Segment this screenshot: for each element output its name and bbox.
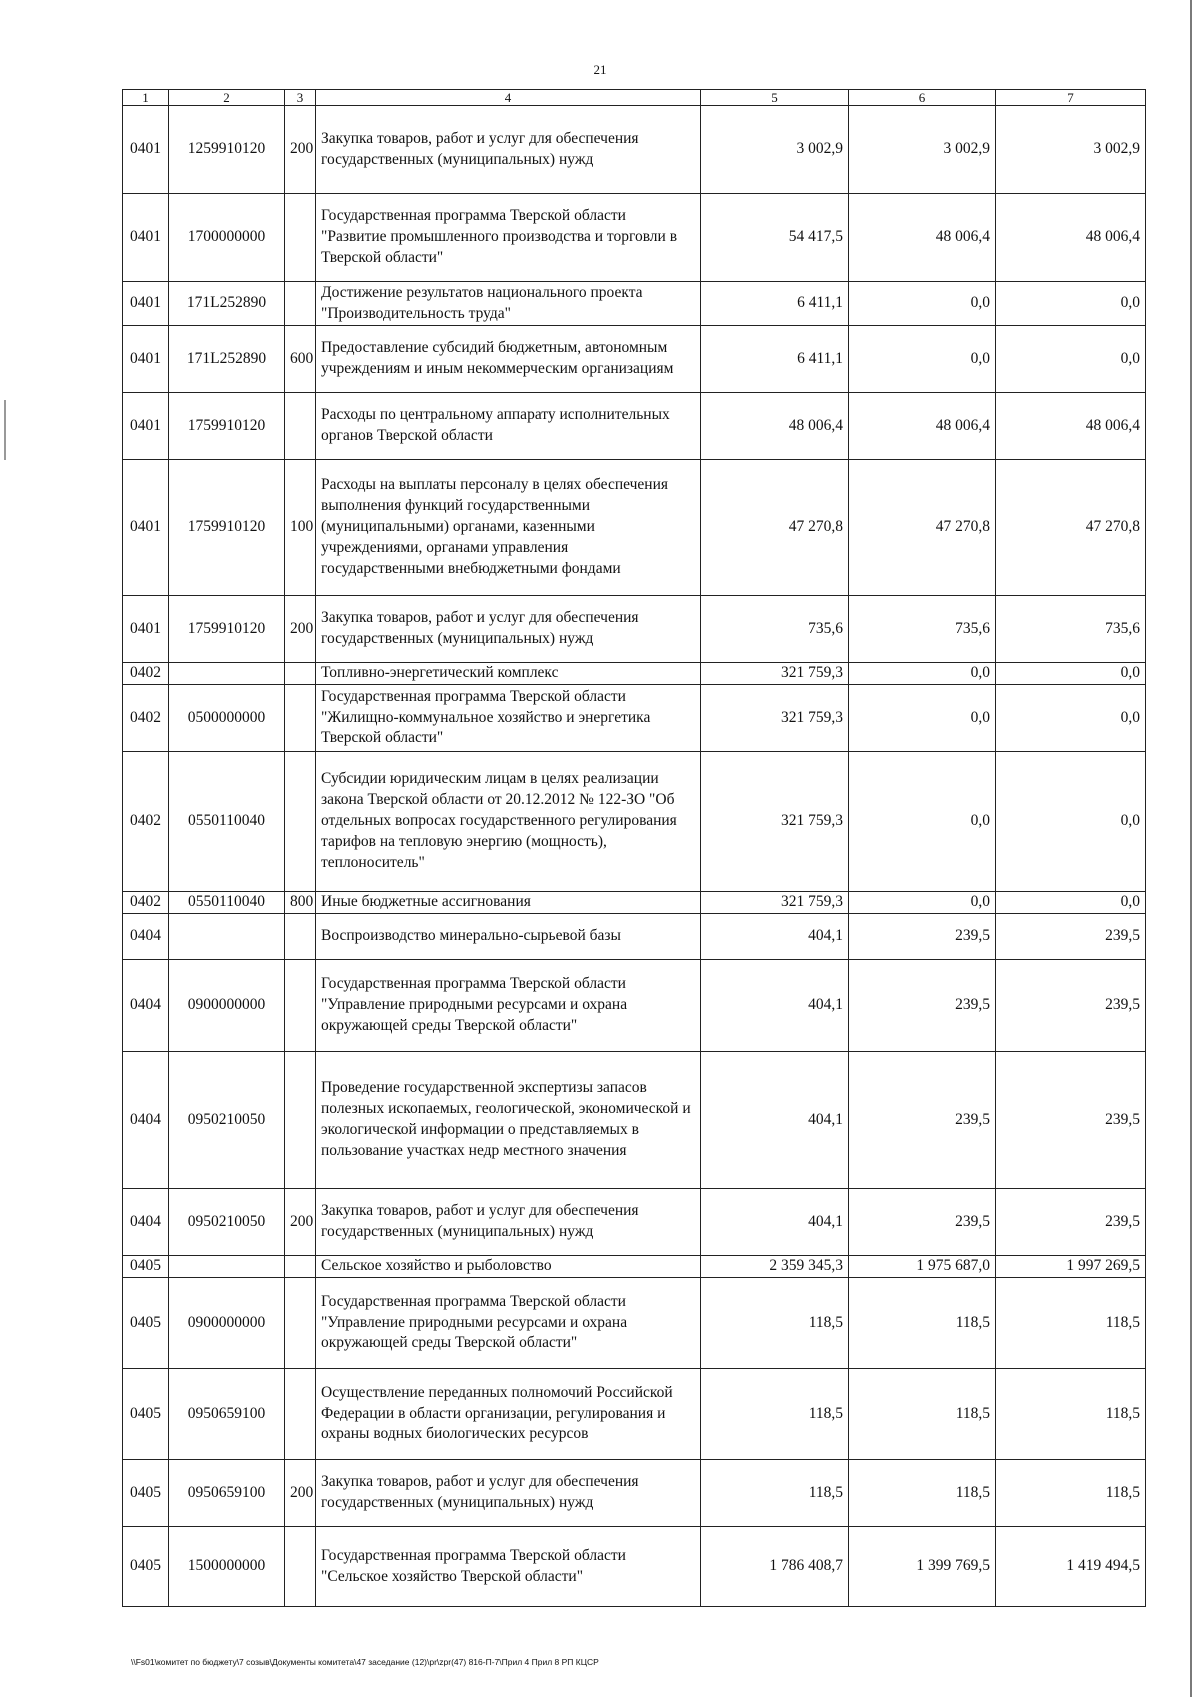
amount-col7: 0,0: [996, 282, 1146, 326]
expense-type: [285, 663, 316, 685]
page-number: 21: [593, 62, 607, 77]
item-name: Закупка товаров, работ и услуг для обеспечения государственных (муниципальных) нужд: [316, 1189, 701, 1256]
budget-table: [122, 89, 1146, 1607]
amount-col6: 1 975 687,0: [849, 1256, 996, 1278]
section-code: 0404: [123, 914, 169, 960]
amount-col7: 0,0: [996, 752, 1146, 892]
target-code: 0950659100: [169, 1460, 285, 1527]
column-number-row: [123, 90, 1146, 106]
target-code: 0900000000: [169, 960, 285, 1052]
table-row: [123, 1189, 1146, 1256]
table-row: [123, 596, 1146, 663]
amount-col5: 321 759,3: [701, 685, 849, 752]
table-row: [123, 326, 1146, 393]
file-path-footer: \\Fs01\комитет по бюджету\7 созыв\Документы комитета\47 заседание (12)\pr\zpr(47) 816-П-7\Прил 4 Прил 8 РП КЦСР: [131, 1657, 599, 1667]
amount-col7: 3 002,9: [996, 106, 1146, 194]
table-row: [123, 1052, 1146, 1189]
amount-col5: 118,5: [701, 1278, 849, 1369]
table-row: [123, 194, 1146, 282]
section-code: 0401: [123, 106, 169, 194]
item-name: Иные бюджетные ассигнования: [316, 892, 701, 914]
expense-type: [285, 752, 316, 892]
item-name: Закупка товаров, работ и услуг для обеспечения государственных (муниципальных) нужд: [316, 596, 701, 663]
amount-col5: 404,1: [701, 960, 849, 1052]
amount-col7: 1 997 269,5: [996, 1256, 1146, 1278]
amount-col6: 239,5: [849, 914, 996, 960]
amount-col6: 118,5: [849, 1460, 996, 1527]
amount-col6: 239,5: [849, 1052, 996, 1189]
section-code: 0404: [123, 1052, 169, 1189]
item-name: Осуществление переданных полномочий Российской Федерации в области организации, регулирования и охраны водных биологических ресурсов: [316, 1369, 701, 1460]
amount-col7: 118,5: [996, 1460, 1146, 1527]
section-code: 0405: [123, 1256, 169, 1278]
section-code: 0402: [123, 892, 169, 914]
amount-col7: 0,0: [996, 326, 1146, 393]
table-row: [123, 282, 1146, 326]
amount-col6: 0,0: [849, 663, 996, 685]
table-row: [123, 1460, 1146, 1527]
item-name: Расходы по центральному аппарату исполнительных органов Тверской области: [316, 393, 701, 460]
target-code: 171L252890: [169, 282, 285, 326]
table-row: [123, 1527, 1146, 1607]
target-code: 0950210050: [169, 1052, 285, 1189]
expense-type: [285, 685, 316, 752]
expense-type: 100: [285, 460, 316, 596]
target-code: 1700000000: [169, 194, 285, 282]
item-name: Государственная программа Тверской области "Развитие промышленного производства и торговли в Тверской области": [316, 194, 701, 282]
amount-col7: 239,5: [996, 1052, 1146, 1189]
amount-col6: 118,5: [849, 1278, 996, 1369]
amount-col5: 321 759,3: [701, 663, 849, 685]
section-code: 0401: [123, 596, 169, 663]
amount-col5: 321 759,3: [701, 752, 849, 892]
section-code: 0401: [123, 393, 169, 460]
table-row: [123, 460, 1146, 596]
amount-col6: 0,0: [849, 892, 996, 914]
item-name: Топливно-энергетический комплекс: [316, 663, 701, 685]
column-header: 3: [285, 90, 316, 106]
column-header: 1: [123, 90, 169, 106]
column-header: 2: [169, 90, 285, 106]
item-name: Субсидии юридическим лицам в целях реализации закона Тверской области от 20.12.2012 № 122-ЗО "Об отдельных вопросах государственного регулирования тарифов на тепловую энергию (мощность), теплоноситель": [316, 752, 701, 892]
scan-edge-line: [1190, 0, 1192, 1697]
target-code: 1759910120: [169, 393, 285, 460]
amount-col7: 0,0: [996, 685, 1146, 752]
amount-col5: 1 786 408,7: [701, 1527, 849, 1607]
expense-type: 200: [285, 1189, 316, 1256]
section-code: 0404: [123, 1189, 169, 1256]
target-code: 0950210050: [169, 1189, 285, 1256]
amount-col6: 0,0: [849, 685, 996, 752]
amount-col5: 54 417,5: [701, 194, 849, 282]
target-code: 0500000000: [169, 685, 285, 752]
amount-col6: 48 006,4: [849, 194, 996, 282]
table-row: [123, 685, 1146, 752]
target-code: 1259910120: [169, 106, 285, 194]
expense-type: [285, 1278, 316, 1369]
expense-type: [285, 194, 316, 282]
expense-type: [285, 1256, 316, 1278]
amount-col5: 48 006,4: [701, 393, 849, 460]
table-row: [123, 1256, 1146, 1278]
amount-col7: 239,5: [996, 960, 1146, 1052]
section-code: 0405: [123, 1369, 169, 1460]
item-name: Расходы на выплаты персоналу в целях обеспечения выполнения функций государственными (муниципальными) органами, казенными учреждениями, органами управления государственными внебюджетными фондами: [316, 460, 701, 596]
amount-col7: 239,5: [996, 1189, 1146, 1256]
expense-type: 800: [285, 892, 316, 914]
item-name: Государственная программа Тверской области "Сельское хозяйство Тверской области": [316, 1527, 701, 1607]
expense-type: [285, 1052, 316, 1189]
item-name: Достижение результатов национального проекта "Производительность труда": [316, 282, 701, 326]
amount-col5: 6 411,1: [701, 326, 849, 393]
amount-col6: 735,6: [849, 596, 996, 663]
expense-type: [285, 1527, 316, 1607]
amount-col6: 47 270,8: [849, 460, 996, 596]
expense-type: [285, 914, 316, 960]
expense-type: [285, 282, 316, 326]
amount-col5: 47 270,8: [701, 460, 849, 596]
target-code: 0900000000: [169, 1278, 285, 1369]
column-header: 6: [849, 90, 996, 106]
section-code: 0401: [123, 194, 169, 282]
amount-col7: 1 419 494,5: [996, 1527, 1146, 1607]
item-name: Проведение государственной экспертизы запасов полезных ископаемых, геологической, экономической и экологической информации о представляемых в пользование участках недр местного значения: [316, 1052, 701, 1189]
item-name: Государственная программа Тверской области "Жилищно-коммунальное хозяйство и энергетика Тверской области": [316, 685, 701, 752]
target-code: 1759910120: [169, 596, 285, 663]
target-code: [169, 1256, 285, 1278]
expense-type: 200: [285, 1460, 316, 1527]
amount-col6: 239,5: [849, 1189, 996, 1256]
amount-col7: 239,5: [996, 914, 1146, 960]
amount-col5: 404,1: [701, 914, 849, 960]
amount-col5: 404,1: [701, 1189, 849, 1256]
table-row: [123, 393, 1146, 460]
amount-col6: 3 002,9: [849, 106, 996, 194]
item-name: Государственная программа Тверской области "Управление природными ресурсами и охрана окружающей среды Тверской области": [316, 960, 701, 1052]
table-row: [123, 752, 1146, 892]
amount-col5: 3 002,9: [701, 106, 849, 194]
column-header: 4: [316, 90, 701, 106]
target-code: 0550110040: [169, 752, 285, 892]
table-row: [123, 1278, 1146, 1369]
amount-col6: 0,0: [849, 282, 996, 326]
amount-col5: 6 411,1: [701, 282, 849, 326]
target-code: 1759910120: [169, 460, 285, 596]
section-code: 0401: [123, 460, 169, 596]
table-row: [123, 1369, 1146, 1460]
item-name: Сельское хозяйство и рыболовство: [316, 1256, 701, 1278]
amount-col5: 2 359 345,3: [701, 1256, 849, 1278]
expense-type: 200: [285, 106, 316, 194]
table-row: [123, 892, 1146, 914]
amount-col6: 239,5: [849, 960, 996, 1052]
section-code: 0405: [123, 1460, 169, 1527]
amount-col5: 118,5: [701, 1460, 849, 1527]
amount-col7: 118,5: [996, 1278, 1146, 1369]
section-code: 0401: [123, 326, 169, 393]
item-name: Закупка товаров, работ и услуг для обеспечения государственных (муниципальных) нужд: [316, 1460, 701, 1527]
target-code: [169, 663, 285, 685]
amount-col5: 404,1: [701, 1052, 849, 1189]
amount-col7: 118,5: [996, 1369, 1146, 1460]
table-row: [123, 663, 1146, 685]
target-code: 0950659100: [169, 1369, 285, 1460]
column-header: 5: [701, 90, 849, 106]
section-code: 0402: [123, 685, 169, 752]
target-code: 171L252890: [169, 326, 285, 393]
scan-edge-mark: [4, 400, 6, 460]
section-code: 0404: [123, 960, 169, 1052]
table-row: [123, 960, 1146, 1052]
item-name: Предоставление субсидий бюджетным, автономным учреждениям и иным некоммерческим организациям: [316, 326, 701, 393]
expense-type: [285, 960, 316, 1052]
amount-col6: 1 399 769,5: [849, 1527, 996, 1607]
section-code: 0402: [123, 752, 169, 892]
target-code: 0550110040: [169, 892, 285, 914]
amount-col7: 48 006,4: [996, 393, 1146, 460]
section-code: 0405: [123, 1527, 169, 1607]
expense-type: 600: [285, 326, 316, 393]
amount-col6: 0,0: [849, 326, 996, 393]
section-code: 0402: [123, 663, 169, 685]
item-name: Закупка товаров, работ и услуг для обеспечения государственных (муниципальных) нужд: [316, 106, 701, 194]
item-name: Воспроизводство минерально-сырьевой базы: [316, 914, 701, 960]
amount-col7: 735,6: [996, 596, 1146, 663]
section-code: 0405: [123, 1278, 169, 1369]
amount-col6: 48 006,4: [849, 393, 996, 460]
amount-col5: 321 759,3: [701, 892, 849, 914]
expense-type: 200: [285, 596, 316, 663]
expense-type: [285, 393, 316, 460]
table-row: [123, 106, 1146, 194]
section-code: 0401: [123, 282, 169, 326]
expense-type: [285, 1369, 316, 1460]
amount-col5: 735,6: [701, 596, 849, 663]
item-name: Государственная программа Тверской области "Управление природными ресурсами и охрана окружающей среды Тверской области": [316, 1278, 701, 1369]
amount-col6: 118,5: [849, 1369, 996, 1460]
target-code: [169, 914, 285, 960]
amount-col6: 0,0: [849, 752, 996, 892]
amount-col7: 47 270,8: [996, 460, 1146, 596]
table-row: [123, 914, 1146, 960]
amount-col7: 48 006,4: [996, 194, 1146, 282]
amount-col5: 118,5: [701, 1369, 849, 1460]
amount-col7: 0,0: [996, 663, 1146, 685]
target-code: 1500000000: [169, 1527, 285, 1607]
column-header: 7: [996, 90, 1146, 106]
amount-col7: 0,0: [996, 892, 1146, 914]
